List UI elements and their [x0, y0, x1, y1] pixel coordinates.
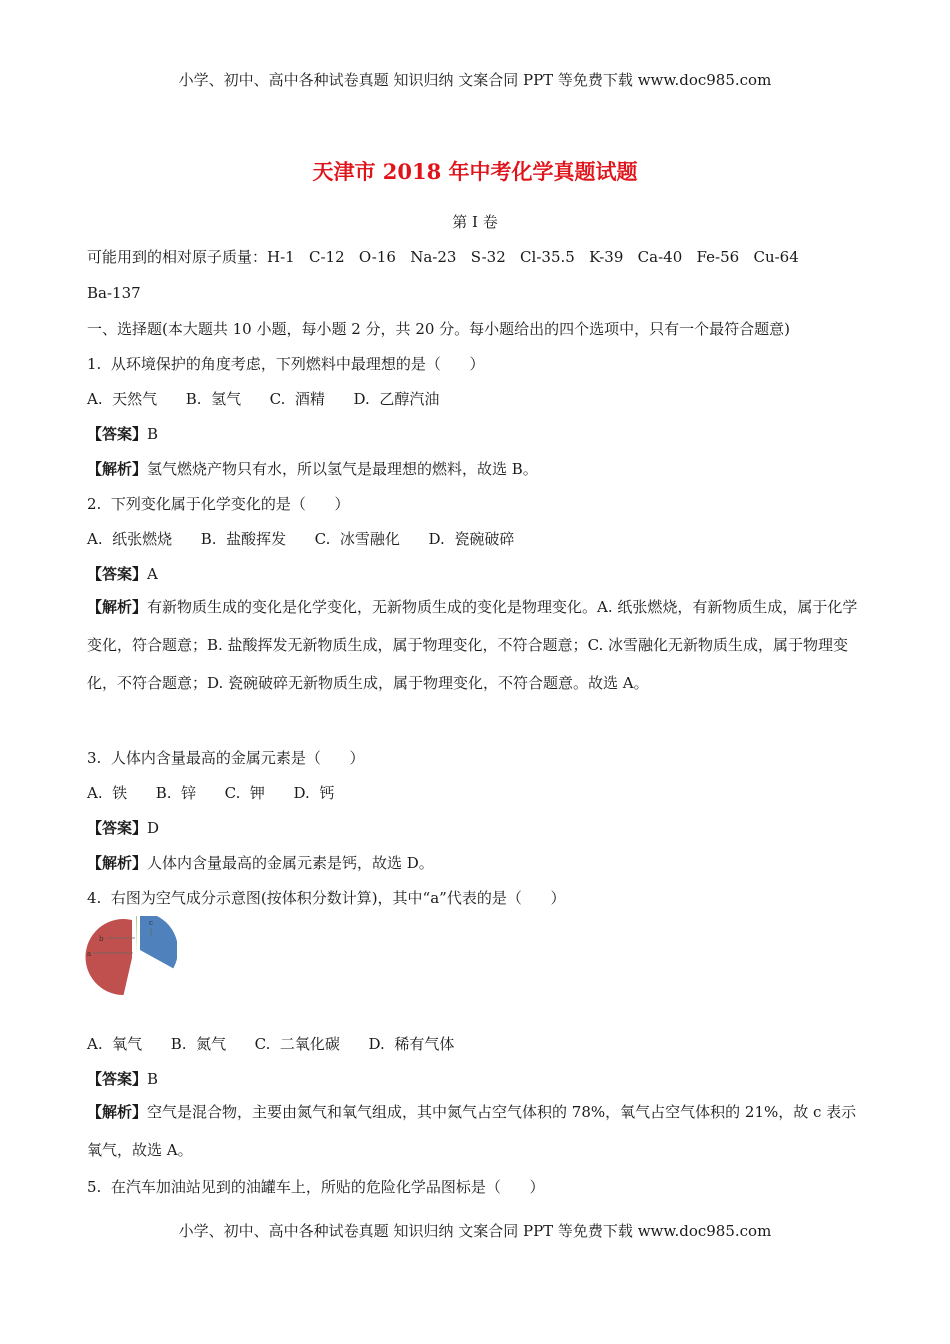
q3-answer-value: D	[147, 819, 160, 837]
q4-analysis	[87, 1093, 865, 1169]
section-heading: 一、选择题(本大题共 10 小题，每小题 2 分，共 20 分。每小题给出的四个选项中，只有一个最符合题意)	[87, 320, 791, 338]
analysis-tag: 【解析】	[87, 460, 148, 478]
atomic-masses-line1: 可能用到的相对原子质量：H-1 C-12 O-16 Na-23 S-32 Cl-35.5 K-39 Ca-40 Fe-56 Cu-64	[87, 248, 799, 266]
analysis-tag: 【解析】	[87, 598, 148, 616]
q2-answer-value: A	[147, 565, 158, 583]
page-footer: 小学、初中、高中各种试卷真题 知识归纳 文案合同 PPT 等免费下载 www.doc985.com	[178, 1222, 772, 1240]
page-title: 天津市 2018 年中考化学真题试题	[312, 159, 638, 184]
q2-analysis-text: 有新物质生成的变化是化学变化，无新物质生成的变化是物理变化。A. 纸张燃烧，有新物质生成，属于化学变化，符合题意；B. 盐酸挥发无新物质生成，属于物理变化，不符合题意；C. 冰雪融化无新物质生成，属于物理变化，不符合题意；D. 瓷碗破碎无新物质生成，属于物理变化，不符合题意。故选 A。	[87, 598, 858, 692]
pie-label-b: b	[99, 935, 104, 943]
q1-analysis	[87, 458, 538, 479]
q4-analysis-text: 空气是混合物，主要由氮气和氧气组成，其中氮气占空气体积的 78%，氧气占空气体积的 21%，故 c 表示氧气，故选 A。	[87, 1103, 857, 1159]
q4-answer	[87, 1068, 158, 1089]
q1-analysis-text: 氢气燃烧产物只有水，所以氢气是最理想的燃料，故选 B。	[147, 460, 538, 478]
q1-stem: 1. 从环境保护的角度考虑，下列燃料中最理想的是（ ）	[87, 355, 485, 373]
analysis-tag: 【解析】	[87, 1103, 148, 1121]
atomic-masses-line2: Ba-137	[87, 284, 141, 302]
q4-options: A. 氧气 B. 氮气 C. 二氧化碳 D. 稀有气体	[87, 1035, 455, 1053]
pie-label-a: a	[87, 950, 92, 958]
volume-label: 第 I 卷	[452, 213, 498, 231]
q1-answer-value: B	[147, 425, 159, 443]
pie-slice-c	[140, 916, 177, 968]
q2-stem: 2. 下列变化属于化学变化的是（ ）	[87, 495, 350, 513]
analysis-tag: 【解析】	[87, 854, 148, 872]
q2-analysis	[87, 588, 865, 702]
answer-tag: 【答案】	[87, 1070, 148, 1088]
q1-answer	[87, 423, 158, 444]
pie-slice-a	[86, 919, 132, 995]
page-header: 小学、初中、高中各种试卷真题 知识归纳 文案合同 PPT 等免费下载 www.doc985.com	[178, 71, 772, 89]
q5-stem: 5. 在汽车加油站见到的油罐车上，所贴的危险化学品图标是（ ）	[87, 1178, 545, 1196]
answer-tag: 【答案】	[87, 565, 148, 583]
q3-stem: 3. 人体内含量最高的金属元素是（ ）	[87, 749, 365, 767]
pie-slice-b	[136, 916, 137, 954]
air-composition-pie-chart	[85, 916, 177, 1000]
q3-analysis	[87, 852, 434, 873]
q1-options: A. 天然气 B. 氢气 C. 酒精 D. 乙醇汽油	[87, 390, 440, 408]
q3-analysis-text: 人体内含量最高的金属元素是钙，故选 D。	[147, 854, 434, 872]
q2-answer	[87, 563, 158, 584]
q4-answer-value: B	[147, 1070, 159, 1088]
q4-stem: 4. 右图为空气成分示意图(按体积分数计算)，其中“a”代表的是（ ）	[87, 889, 566, 907]
answer-tag: 【答案】	[87, 425, 148, 443]
q3-options: A. 铁 B. 锌 C. 钾 D. 钙	[87, 784, 335, 802]
q2-options: A. 纸张燃烧 B. 盐酸挥发 C. 冰雪融化 D. 瓷碗破碎	[87, 530, 515, 548]
pie-label-c: c	[149, 919, 153, 927]
answer-tag: 【答案】	[87, 819, 148, 837]
q3-answer	[87, 817, 159, 838]
